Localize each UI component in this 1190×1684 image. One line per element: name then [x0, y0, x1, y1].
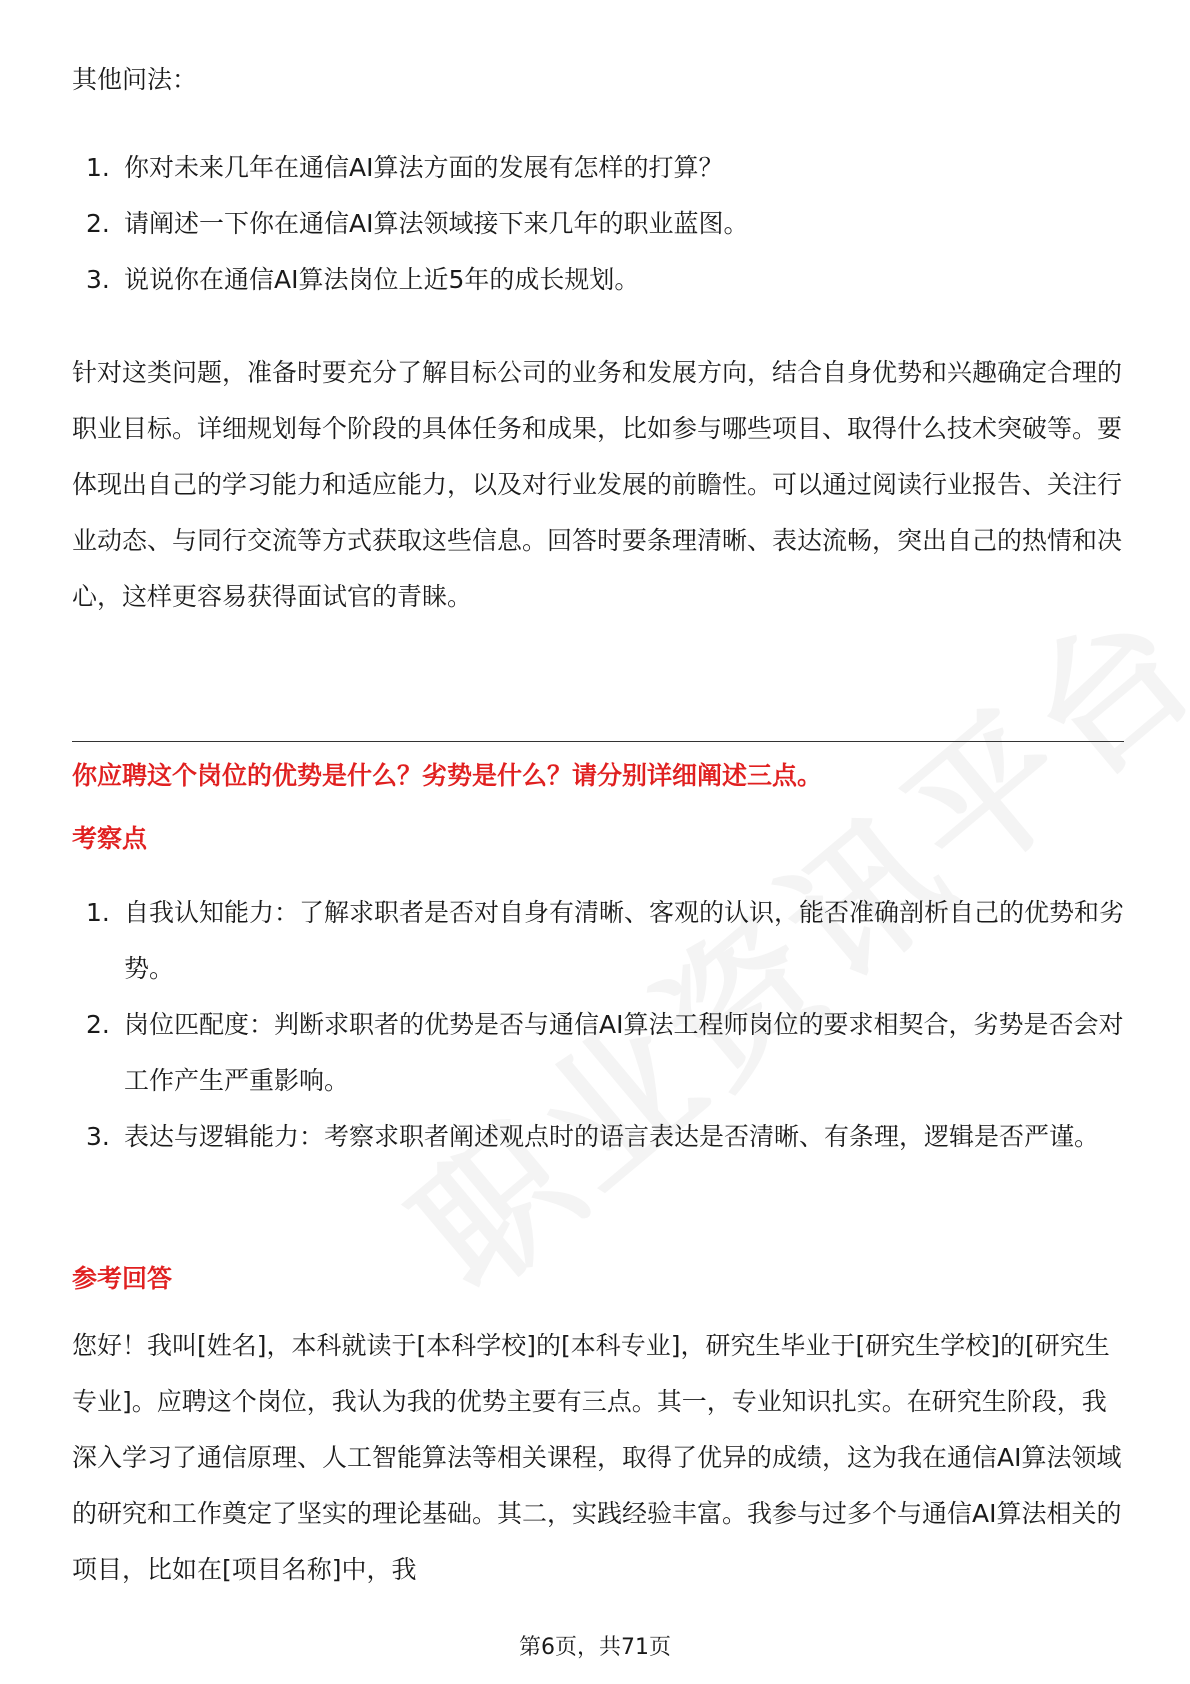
list-number: 2.	[86, 1010, 110, 1039]
question-title: 你应聘这个岗位的优势是什么？劣势是什么？请分别详细阐述三点。	[72, 761, 823, 790]
list-item	[72, 997, 1124, 1109]
reference-answer-heading: 参考回答	[72, 1264, 173, 1293]
list-number: 3.	[86, 265, 110, 294]
alt-questions-list	[72, 140, 1124, 308]
list-text: 请阐述一下你在通信AI算法领域接下来几年的职业蓝图。	[124, 209, 749, 238]
list-item	[72, 196, 1124, 252]
list-item	[72, 252, 1124, 308]
list-text: 表达与逻辑能力：考察求职者阐述观点时的语言表达是否清晰、有条理，逻辑是否严谨。	[124, 1122, 1100, 1151]
list-text: 岗位匹配度：判断求职者的优势是否与通信AI算法工程师岗位的要求相契合，劣势是否会对工作产生严重影响。	[124, 1010, 1124, 1095]
list-item	[72, 140, 1124, 196]
list-text: 自我认知能力：了解求职者是否对自身有清晰、客观的认识，能否准确剖析自己的优势和劣势。	[124, 898, 1125, 983]
list-number: 1.	[86, 153, 110, 182]
exam-points-list	[72, 885, 1124, 1165]
list-item	[72, 885, 1124, 997]
list-number: 1.	[86, 898, 110, 927]
list-number: 3.	[86, 1122, 110, 1151]
answer-paragraph: 您好！我叫[姓名]，本科就读于[本科学校]的[本科专业]，研究生毕业于[研究生学校]的[研究生专业]。应聘这个岗位，我认为我的优势主要有三点。其一，专业知识扎实。在研究生阶段，我深入学习了通信原理、人工智能算法等相关课程，取得了优异的成绩，这为我在通信AI算法领域的研究和工作奠定了坚实的理论基础。其二，实践经验丰富。我参与过多个与通信AI算法相关的项目，比如在[项目名称]中，我	[72, 1331, 1122, 1584]
section-divider	[72, 741, 1124, 742]
exam-points-heading: 考察点	[72, 824, 148, 853]
list-item	[72, 1109, 1124, 1165]
list-number: 2.	[86, 209, 110, 238]
list-text: 你对未来几年在通信AI算法方面的发展有怎样的打算？	[124, 153, 724, 182]
page-footer: 第6页，共71页	[519, 1635, 671, 1660]
advice-paragraph: 针对这类问题，准备时要充分了解目标公司的业务和发展方向，结合自身优势和兴趣确定合理的职业目标。详细规划每个阶段的具体任务和成果，比如参与哪些项目、取得什么技术突破等。要体现出自己的学习能力和适应能力，以及对行业发展的前瞻性。可以通过阅读行业报告、关注行业动态、与同行交流等方式获取这些信息。回答时要条理清晰、表达流畅，突出自己的热情和决心，这样更容易获得面试官的青睐。	[72, 358, 1123, 611]
intro-label: 其他问法：	[72, 65, 198, 94]
list-text: 说说你在通信AI算法岗位上近5年的成长规划。	[124, 265, 640, 294]
